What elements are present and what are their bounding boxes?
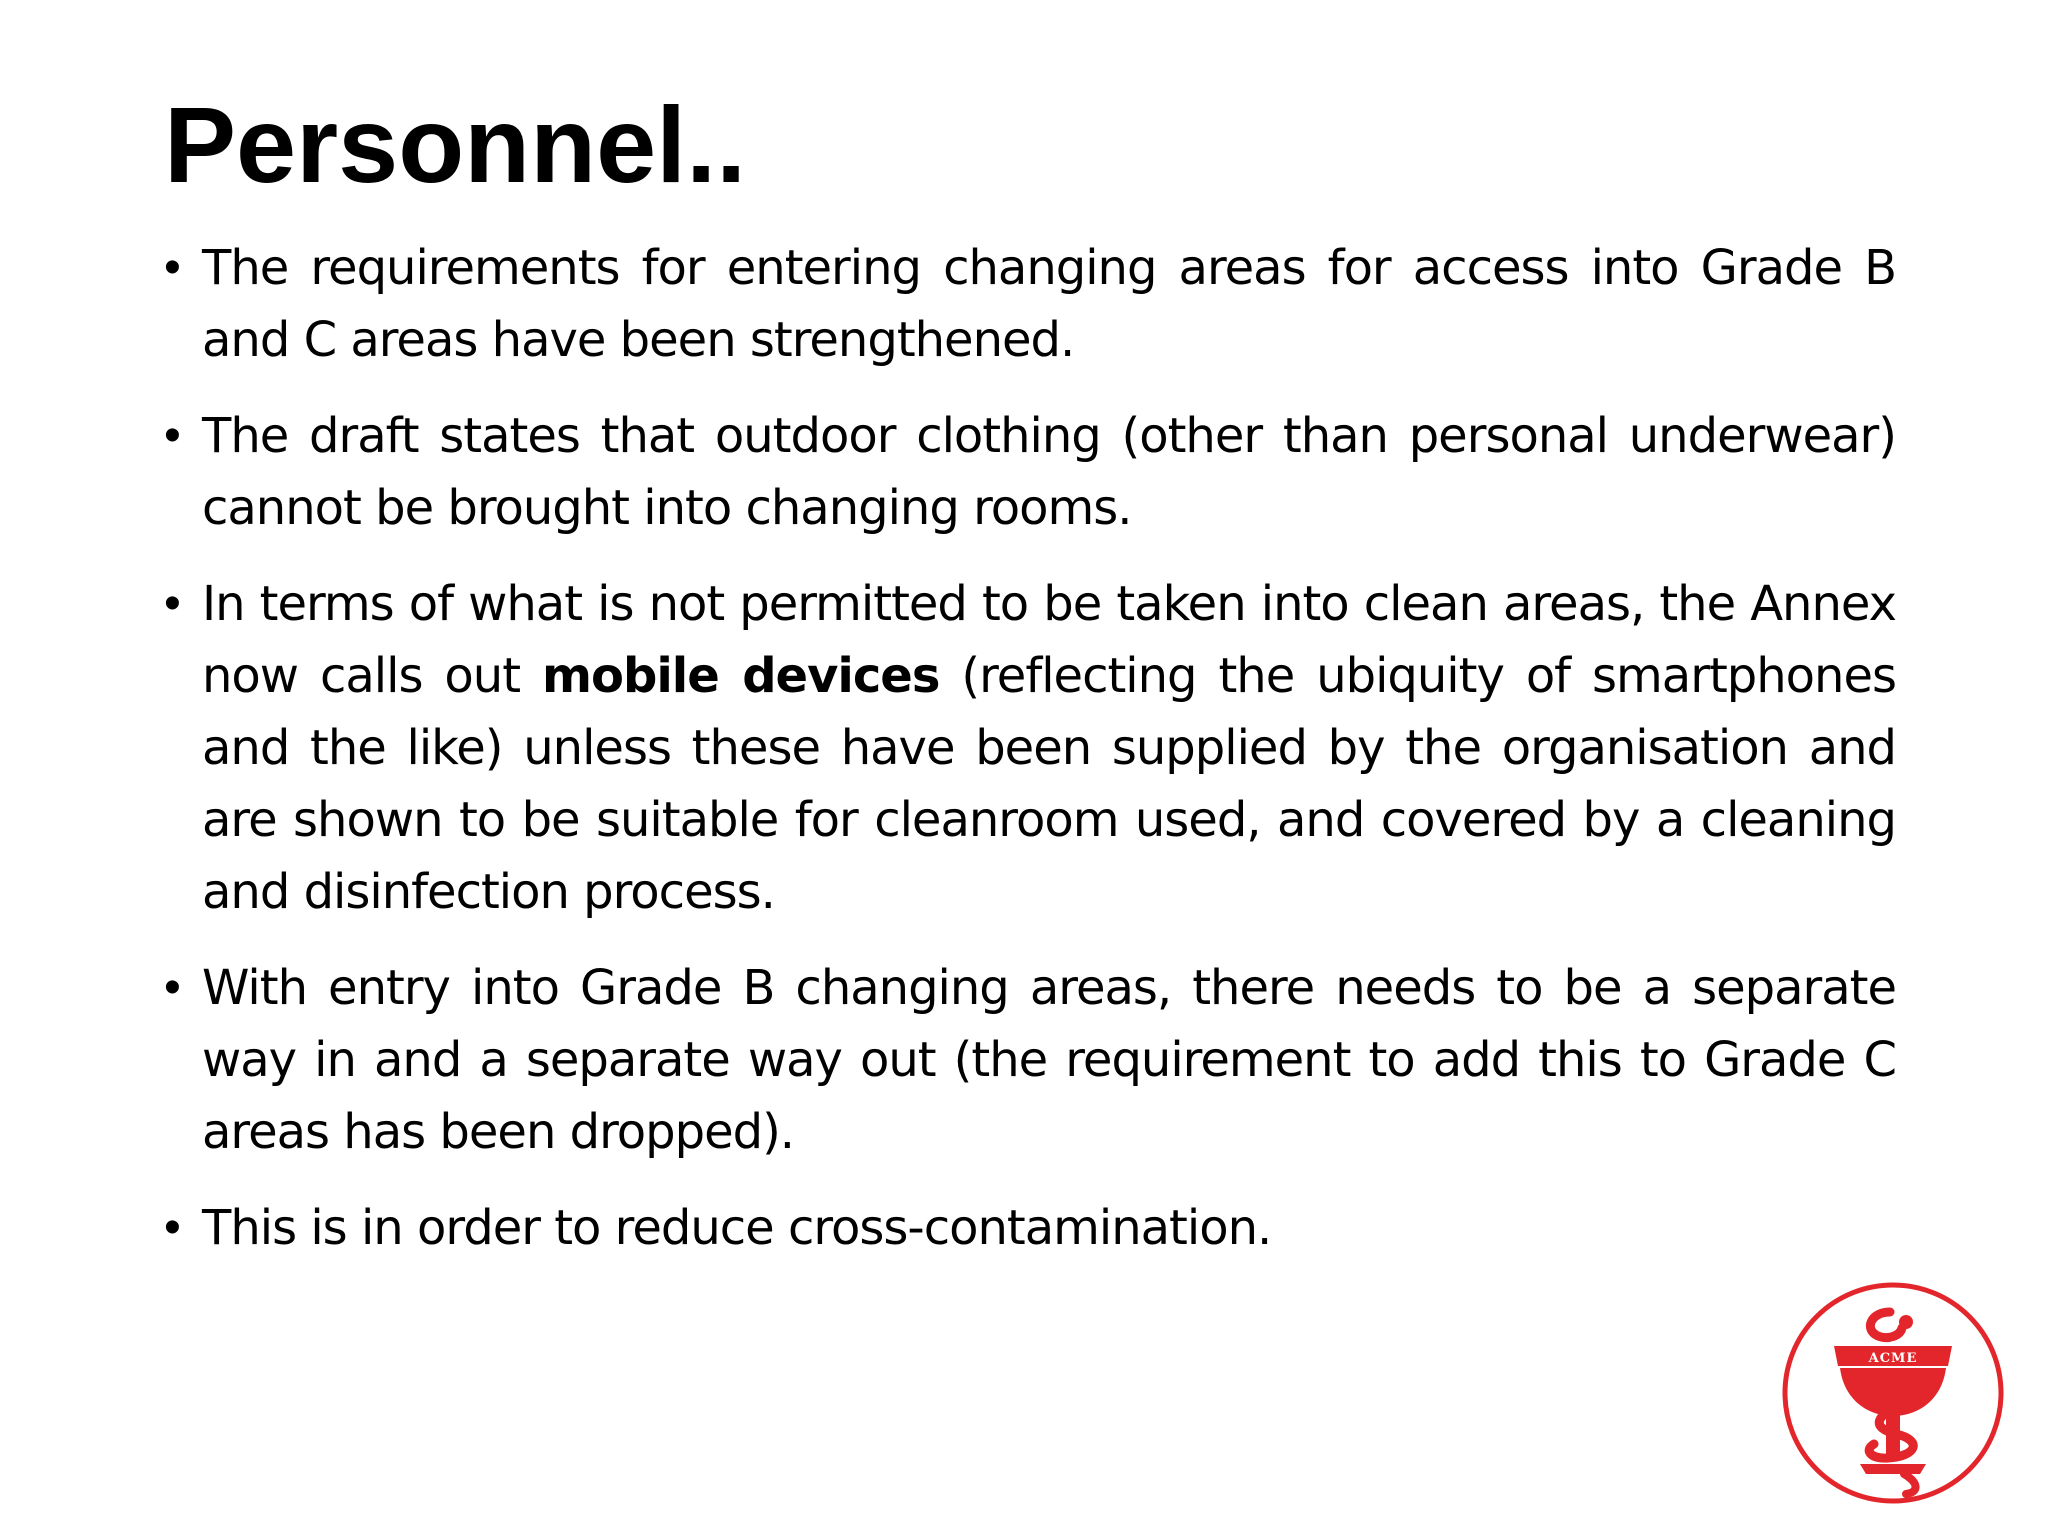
bullet-emphasis: mobile devices	[541, 648, 940, 704]
bullet-marker: •	[164, 961, 180, 1014]
bullet-list	[164, 232, 1896, 1288]
bullet-text: With entry into Grade B changing areas, there needs to be a separate way in and a separate way out (the requirement to add this to Grade C areas has been dropped).	[202, 960, 1896, 1160]
bullet-item	[164, 568, 1896, 928]
svg-text:ACME: ACME	[1868, 1351, 1918, 1366]
bullet-text: This is in order to reduce cross-contamination.	[202, 1200, 1272, 1256]
bowl-of-hygieia-icon	[1778, 1278, 2008, 1508]
bullet-marker: •	[164, 409, 180, 462]
bullet-text: The requirements for entering changing areas for access into Grade B and C areas have been strengthened.	[202, 240, 1896, 368]
bullet-text-before: In terms of what is not permitted to be taken into clean areas, the Annex now calls out	[202, 576, 1896, 704]
bullet-item	[164, 952, 1896, 1168]
slide-title: Personnel..	[164, 84, 747, 205]
bullet-marker: •	[164, 577, 180, 630]
bullet-item	[164, 1192, 1896, 1264]
bullet-marker: •	[164, 1201, 180, 1254]
bullet-text-after: (reflecting the ubiquity of smartphones and the like) unless these have been supplied by the organisation and are shown to be suitable for cleanroom used, and covered by a cleaning and disinfection process.	[202, 648, 1896, 920]
bullet-item	[164, 400, 1896, 544]
bullet-item	[164, 232, 1896, 376]
bullet-marker: •	[164, 241, 180, 294]
bullet-text: The draft states that outdoor clothing (other than personal underwear) cannot be brought into changing rooms.	[202, 408, 1896, 536]
